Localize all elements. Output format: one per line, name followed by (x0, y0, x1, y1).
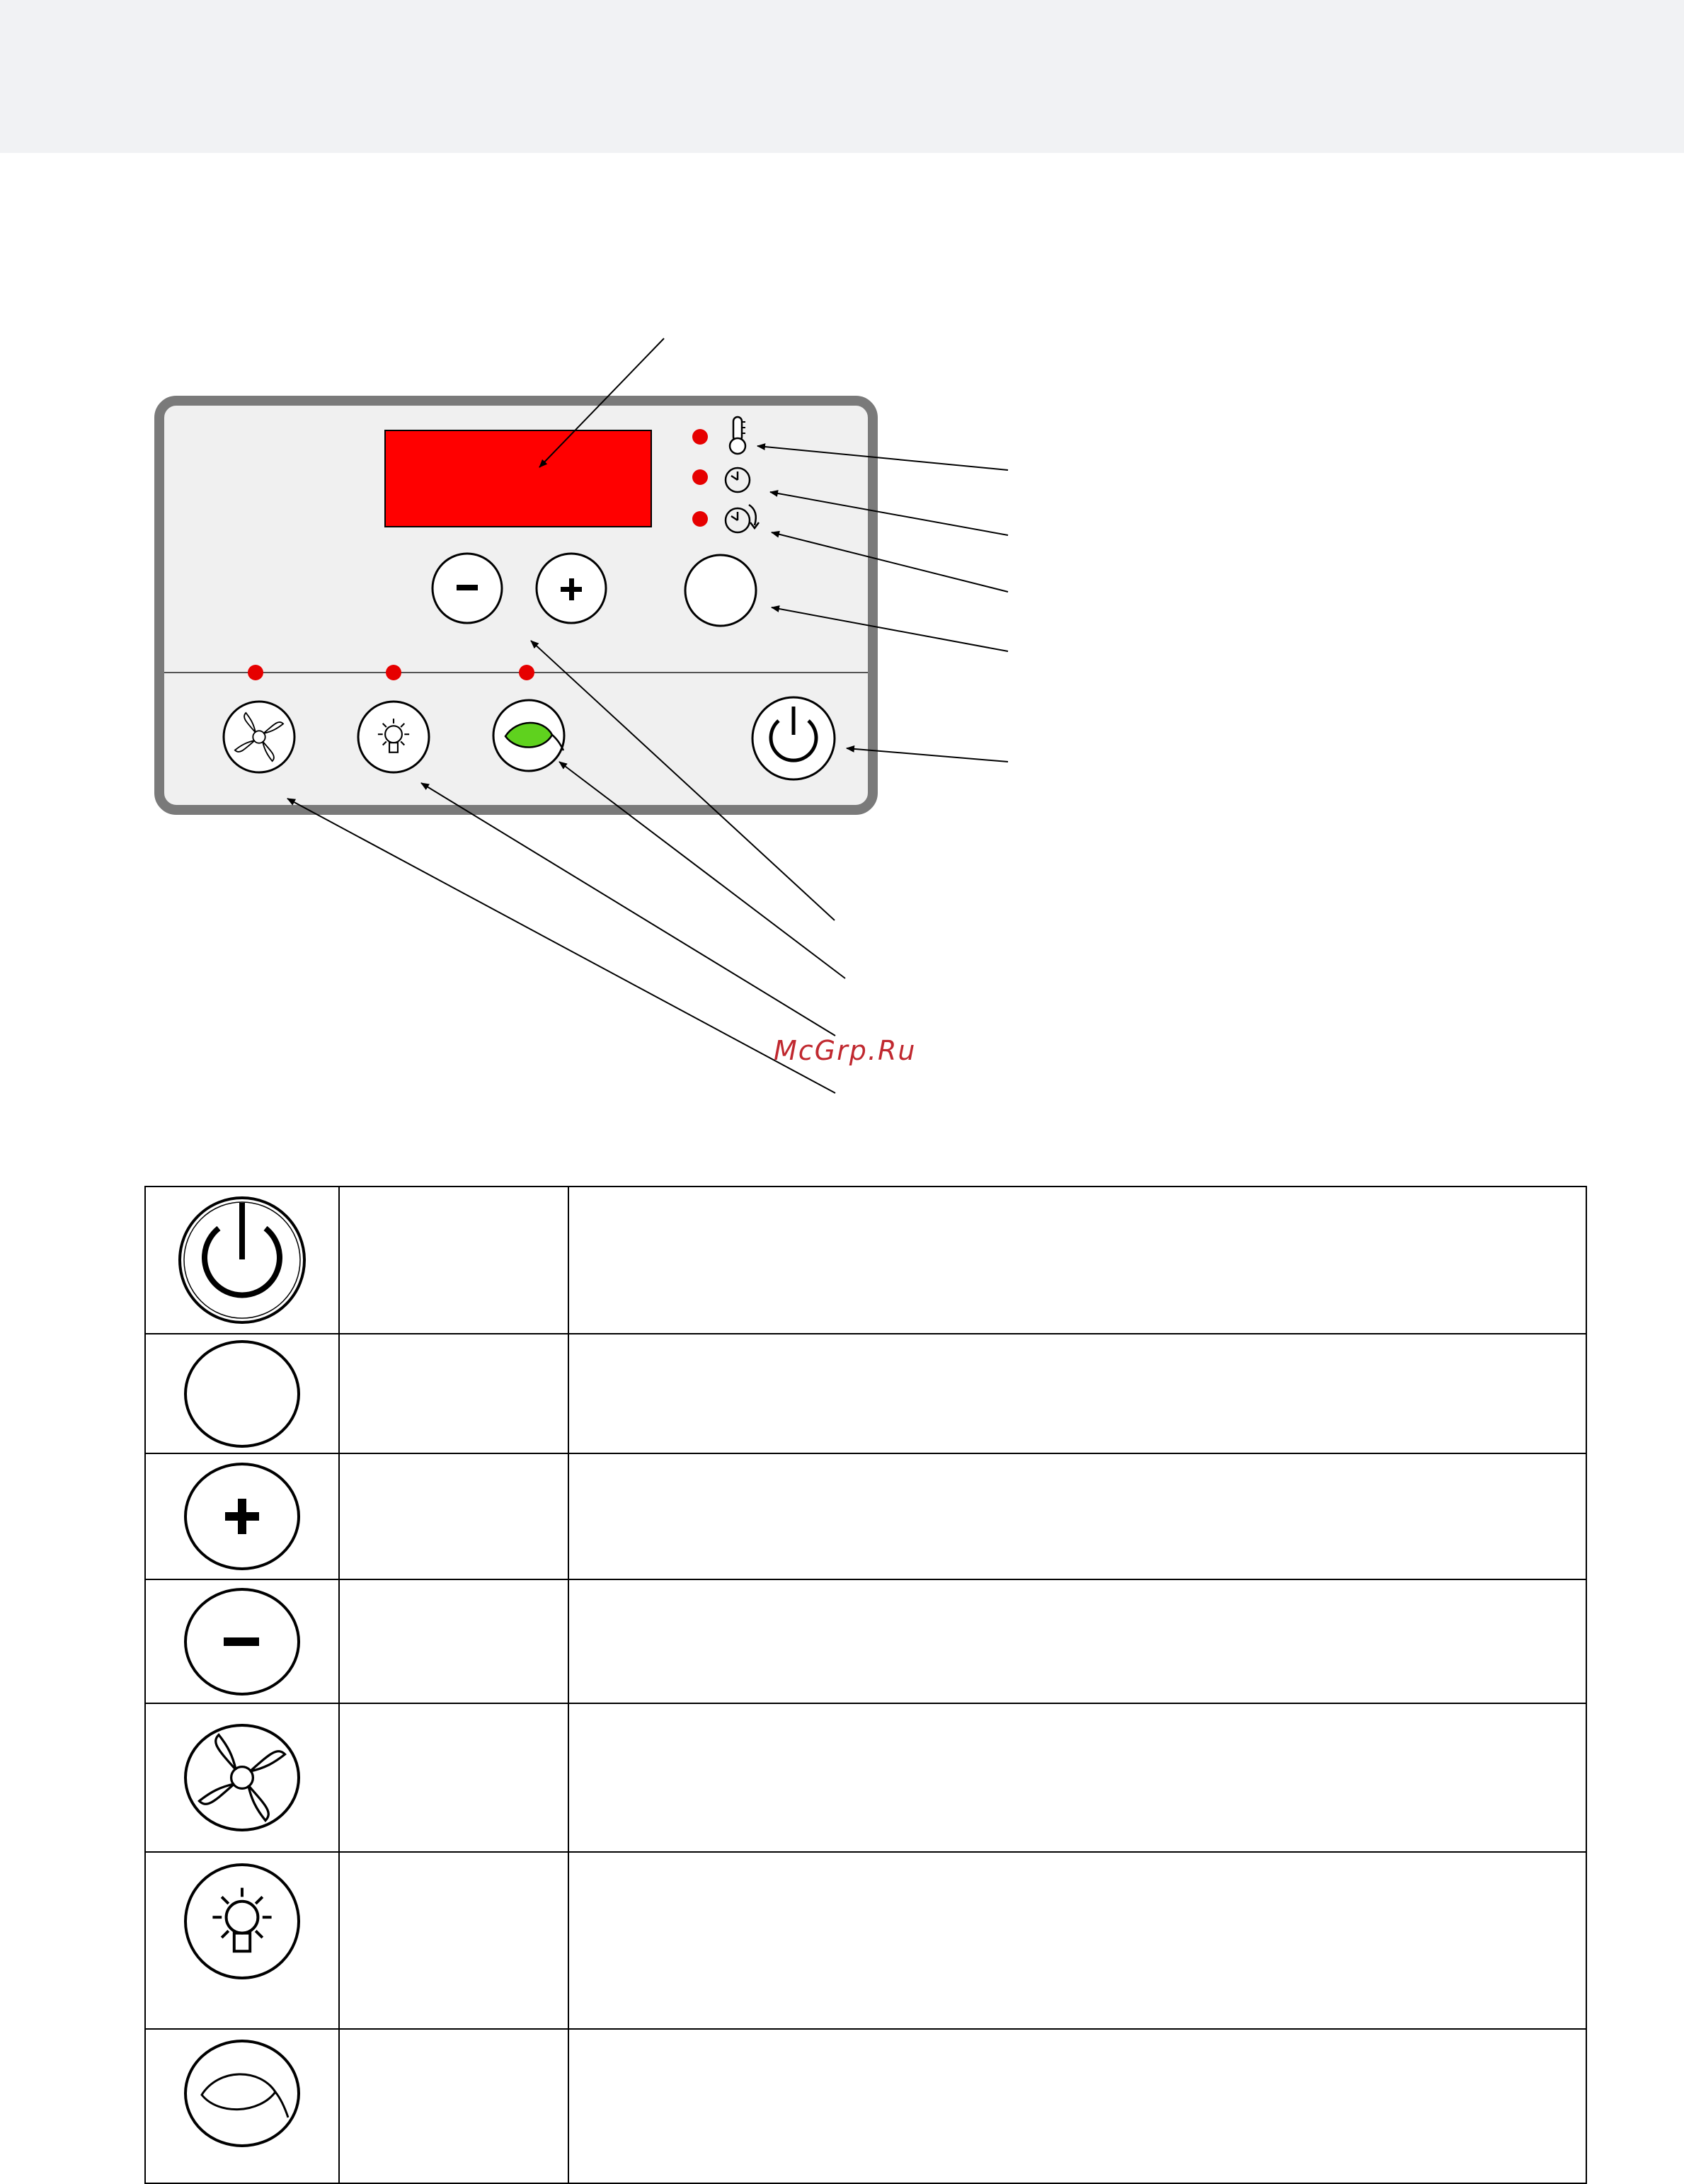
legend-description (568, 1453, 1586, 1579)
legend-name (339, 1453, 568, 1579)
legend-name (339, 1187, 568, 1334)
minus-button[interactable] (433, 554, 502, 623)
legend-name (339, 1703, 568, 1852)
blank-button[interactable] (685, 555, 756, 626)
indicator-led-eco (519, 665, 534, 680)
table-row (145, 2029, 1586, 2183)
legend-name (339, 1579, 568, 1703)
leaf-icon (182, 2037, 302, 2150)
watermark: McGrp.Ru (774, 1035, 917, 1066)
light-bulb-icon (182, 1861, 302, 1982)
table-row (145, 1703, 1586, 1852)
legend-description (568, 1852, 1586, 2029)
table-row (145, 1852, 1586, 2029)
light-button[interactable] (358, 702, 429, 772)
indicator-led-light (386, 665, 401, 680)
indicator-led-temperature (692, 429, 708, 445)
plus-icon (182, 1460, 302, 1573)
plus-button[interactable] (537, 554, 606, 623)
legend-table (144, 1186, 1587, 2184)
legend-description (568, 1334, 1586, 1453)
power-icon (175, 1193, 309, 1327)
eco-button[interactable] (493, 700, 564, 771)
blank-button-icon (182, 1337, 302, 1451)
legend-name (339, 2029, 568, 2183)
indicator-led-timer (692, 511, 708, 527)
legend-name (339, 1334, 568, 1453)
table-row (145, 1187, 1586, 1334)
table-row (145, 1334, 1586, 1453)
indicator-led-clock (692, 469, 708, 485)
fan-icon (182, 1721, 302, 1834)
table-row (145, 1579, 1586, 1703)
legend-name (339, 1852, 568, 2029)
power-button[interactable] (752, 697, 835, 779)
led-display (385, 430, 651, 527)
legend-description (568, 2029, 1586, 2183)
fan-button[interactable] (224, 702, 294, 772)
minus-icon (182, 1585, 302, 1698)
indicator-led-fan (248, 665, 263, 680)
legend-description (568, 1187, 1586, 1334)
table-row (145, 1453, 1586, 1579)
legend-description (568, 1703, 1586, 1852)
legend-description (568, 1579, 1586, 1703)
